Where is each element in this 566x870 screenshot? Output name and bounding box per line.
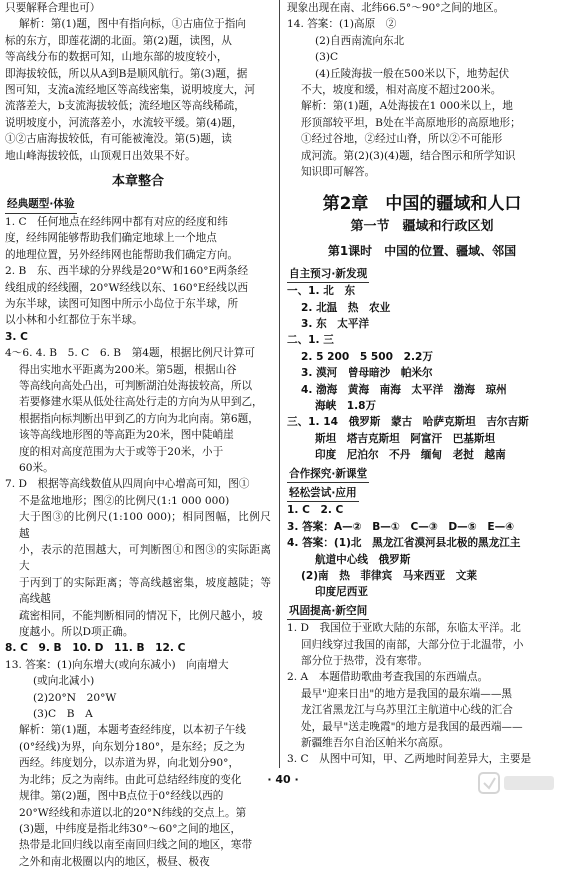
lesson-title: 第1课时 中国的位置、疆域、邻国 [327, 244, 517, 259]
answer-14-line-3: (4)丘陵海拔一般在500米以下，地势起伏 [315, 67, 510, 80]
right-column [287, 0, 557, 768]
answer-14-line-0: 14. 答案：(1)高原 ② [287, 18, 397, 31]
preview-line-6: 3. 漠河 曾母暗沙 帕米尔 [301, 367, 433, 380]
answer-14-line-5: 解析：第(1)题，A处海拔在1 000米以上，地 [301, 100, 513, 113]
preview-line-5: 2. 5 200 5 500 2.2万 [301, 350, 433, 363]
right-top-line: 现象出现在南、北纬66.5°～90°之间的地区。 [287, 2, 505, 14]
answer-14-line-6: 形顶部较平坦，B处在半高原地形的高原地形； [301, 116, 521, 129]
left-top-line-4: 即海拔较低，所以从A到B是顺风航行。第(3)题，据 [5, 67, 248, 80]
try-line-3-0: 4. 答案：(1)北 黑龙江省漠河县北极的黑龙江主 [287, 537, 521, 550]
answer-4-6-line-6: 度的相对高度范围为大于或等于20米，小于 [19, 445, 224, 458]
try-line-3-2: (2)南 热 菲律宾 马来西亚 文莱 [301, 570, 477, 582]
answer-1-line-0: 1. C 任何地点在经纬网中都有对应的经度和纬 [5, 215, 228, 228]
consolidate-2-line-3: 处，最早"送走晚霞"的地方是我国的最西端—— [301, 720, 523, 733]
answer-13-line-6: 西经。纬度划分，以赤道为界，向北划分90°， [19, 757, 240, 770]
try-line-3-3: 印度尼西亚 [315, 586, 368, 599]
answer-14-line-2: (3)C [315, 51, 339, 64]
answer-14-line-1: (2)自西南流向东北 [315, 34, 405, 47]
answer-13-line-10: (3)题，中纬度是指北纬30°～60°之间的地区， [19, 822, 242, 835]
answer-7-line-0: 7. D 根据等高线数值从四周向中心增高可知，图① [5, 478, 250, 491]
preview-line-8: 海峡 1.8万 [315, 399, 377, 412]
answer-4-6-line-5: 该等高线地形图的等高距为20米，图中陡峭崖 [19, 429, 234, 442]
answer-13-line-11: 热带是北回归线以南至南回归线之间的地区，寒带 [19, 839, 253, 852]
preview-line-11: 印度 尼泊尔 不丹 缅甸 老挝 越南 [315, 449, 506, 462]
answer-4-6-line-3: 若要修建水渠从低处往高处行走的方向为从甲到乙， [19, 396, 263, 409]
answer-14-line-7: ①经过谷地，②经过山脊，所以②不可能形 [301, 133, 503, 146]
preview-line-4: 二、1. 三 [287, 334, 334, 347]
watermark-logo [478, 770, 558, 796]
left-top-line-2: 标的东方，即莲花湖的北面。第(2)题，读图，从 [5, 34, 232, 47]
answer-7-line-3: 小，表示的范围越大，可判断图①和图③的实际距离大 [19, 544, 271, 573]
consolidate-2-line-2: 龙江省黑龙江与乌苏里江主航道中心线的汇合 [301, 704, 513, 717]
consolidate-1-line-0: 1. D 我国位于亚欧大陆的东部，东临太平洋。北 [287, 622, 521, 635]
answer-7-line-6: 度越小。所以D项正确。 [19, 626, 134, 639]
left-top-line-8: ①②古庙海拔较低，有可能被淹没。第(5)题，读 [5, 133, 232, 146]
answer-1-line-1: 度，经纬网能够帮助我们确定地球上一个地点 [5, 232, 217, 245]
try-line-1: 1. C 2. C [287, 504, 344, 517]
answer-2-line-0: 2. B 东、西半球的分界线是20°W和160°E两条经 [5, 265, 249, 278]
answer-13-line-5: (0°经线)为界，向东划分180°，是东经；反之为 [19, 740, 245, 753]
chapter-title: 第2章 中国的疆域和人口 [322, 194, 522, 215]
consolidate-1-line-2: 部分位于热带，没有寒带。 [301, 655, 429, 668]
section-title: 第一节 疆域和行政区划 [350, 218, 494, 234]
tag-consolidate: 巩固提高·新空间 [287, 603, 369, 620]
answer-13-line-4: 解析：第(1)题，本题考查经纬度，以本初子午线 [19, 724, 246, 737]
try-line-2: 3. 答案：A—② B—① C—③ D—⑤ E—④ [287, 520, 515, 533]
left-top-line-6: 流落差大，b支流海拔较低；流经地区等高线稀疏， [5, 100, 245, 113]
try-line-3-1: 航道中心线 俄罗斯 [315, 553, 411, 566]
preview-line-1: 一、1. 北 东 [287, 285, 356, 298]
answer-14-line-8: 成河流。第(2)(3)(4)题，结合图示和所学知识 [301, 149, 516, 162]
answer-4-6-line-7: 60米。 [19, 461, 54, 474]
answer-2-line-1: 线组成的经线圈，20°W经线以东、160°E经线以西 [5, 281, 249, 294]
answer-14-line-9: 知识即可解答。 [301, 166, 376, 179]
column-divider [279, 0, 280, 768]
left-top-line-0: 只要解释合理也可） [5, 2, 101, 14]
preview-line-9: 三、1. 14 俄罗斯 蒙古 哈萨克斯坦 吉尔吉斯 [287, 416, 529, 429]
left-column [5, 0, 271, 870]
answer-13-line-2: (2)20°N 20°W [33, 691, 117, 704]
answer-13-line-7: 为北纬；反之为南纬。由此可总结经纬度的变化 [19, 773, 242, 786]
answer-7-line-2: 大于图③的比例尺(1:100 000)；相同图幅，比例尺越 [19, 511, 271, 540]
left-top-line-3: 等高线分布的数据可知，山地东部的坡度较小， [5, 51, 228, 64]
answer-3: 3. C [5, 330, 28, 343]
answer-14-line-4: 不大，坡度和缓，相对高度不超过200米。 [301, 84, 502, 97]
answer-13-line-9: 20°W经线和赤道以北的20°N纬线的交点上。第 [19, 806, 247, 819]
answer-13-line-3: (3)C B A [33, 708, 93, 721]
left-top-line-9: 地山峰海拔较低，山顶观日出效果不好。 [5, 149, 196, 162]
answer-1-line-2: 的地理位置，另外经纬网也能帮助我们确定方向。 [5, 248, 239, 261]
page-number: · 40 · [267, 773, 299, 786]
tag-self-preview: 自主预习·新发现 [287, 266, 369, 283]
consolidate-2-line-1: 最早"迎来日出"的地方是我国的最东端——黑 [301, 687, 513, 700]
preview-line-2: 2. 北温 热 农业 [301, 301, 391, 314]
consolidate-2-line-0: 2. A 本题借助歌曲考查我国的东西端点。 [287, 671, 489, 684]
answer-4-6-line-2: 等高线向高处凸出，可判断湖泊处海拔较高，所以 [19, 379, 253, 392]
consolidate-1-line-1: 回归线穿过我国的南部，大部分位于北温带，小 [301, 638, 524, 651]
preview-line-3: 3. 东 太平洋 [301, 317, 370, 330]
answer-4-6-line-1: 得出实地水平距离为200米。第5题，根据山谷 [19, 363, 237, 376]
answer-4-6-line-0: 4～6. 4. B 5. C 6. B 第4题，根据比例尺计算可 [5, 347, 255, 360]
left-top-line-7: 说明坡度小，河流落差小，水流较平缓。第(4)题， [5, 116, 243, 129]
section-title-chapter-summary: 本章整合 [111, 174, 164, 190]
left-top-line-1: 解析：第(1)题，图中有指向标，①古庙位于指向 [19, 18, 246, 31]
consolidate-2-line-4: 新疆维吾尔自治区帕米尔高原。 [301, 737, 450, 750]
answer-7-line-1: 不是盆地地形；图②的比例尺(1:1 000 000) [19, 494, 230, 507]
answer-7-line-4: 于丙到丁的实际距离；等高线越密集，坡度越陡；等高线越 [19, 576, 271, 606]
preview-line-10: 斯坦 塔吉克斯坦 阿富汗 巴基斯坦 [315, 432, 496, 445]
answer-13-line-0: 13. 答案：(1)向东增大(或向东减小) 向南增大 [5, 658, 229, 671]
left-top-line-5: 图可知，支流a流经地区等高线密集，说明坡度大，河 [5, 84, 255, 97]
tag-cooperative-inquiry: 合作探究·新课堂 [287, 466, 369, 483]
answers-8-12: 8. C 9. B 10. D 11. B 12. C [5, 642, 186, 655]
answer-4-6-line-4: 根据指向标判断出甲到乙的方向为北向南。第6题， [19, 412, 259, 425]
tag-classic-questions: 经典题型·体验 [5, 196, 77, 213]
answer-13-line-1: (或向北减小) [33, 675, 95, 688]
answer-2-line-3: 以小林和小红都位于东半球。 [5, 314, 143, 327]
answer-13-line-8: 规律。第(2)题，图中B点位于0°经线以西的 [19, 790, 224, 803]
answer-13-line-12: 之外和南北极圈以内的地区，极昼、极夜 [19, 855, 210, 868]
consolidate-3-line-0: 3. C 从图中可知，甲、乙两地时间差异大，主要是 [287, 753, 532, 766]
answer-2-line-2: 为东半球，读图可知图中所示小岛位于东半球，所 [5, 297, 239, 310]
tag-easy-try: 轻松尝试·应用 [287, 485, 359, 502]
preview-line-7: 4. 渤海 黄海 南海 太平洋 渤海 琼州 [301, 383, 507, 396]
answer-7-line-5: 疏密相同，不能判断相同的情况下，比例尺越小，坡 [19, 609, 263, 622]
